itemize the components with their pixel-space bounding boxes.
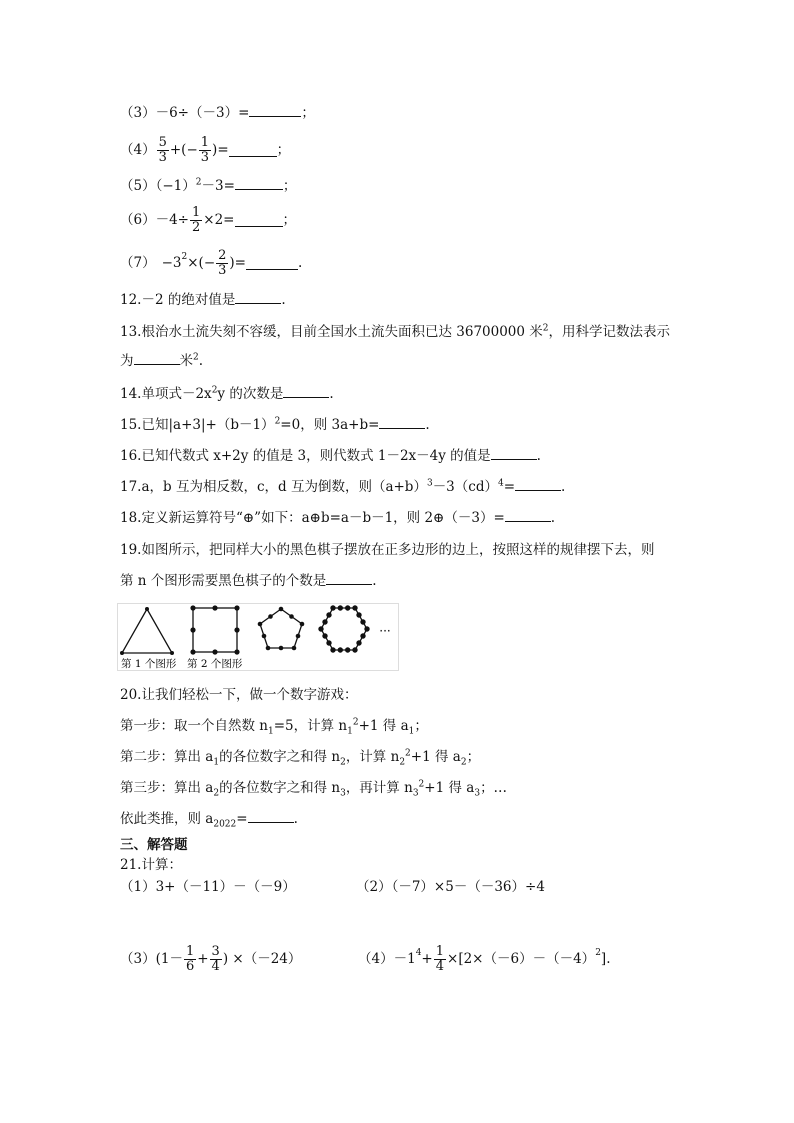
fraction xyxy=(210,945,222,974)
question-text: 为 xyxy=(120,353,134,369)
item-label: （6） xyxy=(120,212,156,228)
question-text: ，用科学记数法表示 xyxy=(548,324,670,340)
numerator: 5 xyxy=(158,134,167,150)
item-label: （3） xyxy=(120,105,156,121)
answer-blank[interactable] xyxy=(134,352,180,365)
item-5 xyxy=(120,177,296,195)
question-20-conclusion xyxy=(120,810,298,828)
denominator: 3 xyxy=(200,149,210,165)
subscript: 1 xyxy=(213,757,220,768)
item-3 xyxy=(120,104,315,122)
numerator: 2 xyxy=(218,247,227,263)
question-text: 第三步：算出 a xyxy=(120,780,214,796)
chess-piece xyxy=(300,622,305,627)
chess-piece xyxy=(279,646,284,651)
answer-blank[interactable] xyxy=(248,810,294,823)
question-17 xyxy=(120,478,565,496)
section-title-text: 三、解答题 xyxy=(120,837,188,853)
answer-blank[interactable] xyxy=(326,572,372,585)
subscript: 1 xyxy=(268,726,274,737)
question-20-step-2 xyxy=(120,748,480,766)
chess-piece xyxy=(120,651,124,655)
subscript: 3 xyxy=(412,788,419,799)
question-text: ×[2×（－6）－（－4） xyxy=(447,951,596,967)
question-text: +1 得 a xyxy=(424,780,475,796)
item-label: （7） xyxy=(120,255,156,271)
question-text: 第二步：算出 a xyxy=(120,749,214,765)
chess-piece xyxy=(234,627,239,632)
polygon-figure xyxy=(117,603,399,671)
section-3-title xyxy=(120,836,188,854)
question-21-part-1 xyxy=(120,878,296,896)
answer-blank[interactable] xyxy=(229,144,277,157)
question-21-part-3 xyxy=(120,942,301,976)
fraction xyxy=(190,206,202,235)
chess-piece xyxy=(338,647,343,652)
question-end: . xyxy=(198,353,204,369)
question-21-part-4: （4）－1 $^4$ + $\frac{1}{4}$ ×[2×（－6）－（－4） $^2$ ]. xyxy=(358,943,611,974)
question-text: （2）（－7）×5－（－36）÷4 xyxy=(356,879,545,895)
question-text: ]. xyxy=(600,951,611,967)
subscript: 2 xyxy=(460,757,467,768)
subscript: 3 xyxy=(340,788,346,799)
question-20-step-1 xyxy=(120,717,428,735)
question-end: . xyxy=(550,510,556,526)
question-text: +1 得 a xyxy=(410,749,461,765)
answer-blank[interactable] xyxy=(235,291,281,304)
chess-piece xyxy=(212,649,217,654)
question-text: 的各位数字之和得 n xyxy=(219,780,341,796)
denominator: 2 xyxy=(192,219,201,235)
question-text: = xyxy=(236,811,248,827)
exponent: 2 xyxy=(274,416,281,427)
subscript: 2022 xyxy=(213,819,237,830)
question-text: （1）3+（－11）－（－9） xyxy=(120,879,296,895)
item-end: . xyxy=(298,255,303,271)
ellipsis: ··· xyxy=(379,624,391,638)
question-end: . xyxy=(536,448,541,464)
numerator: 3 xyxy=(211,943,220,959)
answer-blank[interactable] xyxy=(283,385,329,398)
question-text: 12.－2 的绝对值是 xyxy=(120,292,236,308)
question-text: +1 得 a xyxy=(358,718,409,734)
exponent: 2 xyxy=(195,177,202,188)
answer-blank[interactable] xyxy=(515,478,561,491)
question-text: y 的次数是 xyxy=(217,386,284,402)
numerator: 1 xyxy=(185,943,195,959)
chess-piece xyxy=(326,640,331,645)
chess-piece xyxy=(356,612,361,617)
item-expression: )= xyxy=(212,142,229,158)
question-end: . xyxy=(372,573,377,589)
figure-caption-1: 第 1 个图形 xyxy=(121,658,177,670)
subscript: 2 xyxy=(340,757,346,768)
chess-piece xyxy=(326,612,331,617)
exponent: 2 xyxy=(418,779,425,790)
item-expression: （−1） xyxy=(155,178,196,194)
question-12 xyxy=(120,291,286,309)
item-expression: ×(− xyxy=(187,255,216,271)
numerator: 1 xyxy=(435,943,445,959)
question-text: 15.已知|a+3|+（b－1） xyxy=(120,417,275,433)
fraction xyxy=(157,136,169,165)
item-label: （5） xyxy=(120,178,156,194)
question-end: . xyxy=(293,811,298,827)
item-expression: －6÷（－3）= xyxy=(155,105,250,121)
question-14 xyxy=(120,385,334,403)
chess-piece xyxy=(234,649,239,654)
answer-blank[interactable] xyxy=(235,177,283,190)
question-19 xyxy=(120,541,654,559)
question-text: 第一步：取一个自然数 n xyxy=(120,718,268,734)
chess-piece xyxy=(258,622,263,627)
question-text: （4）－1 xyxy=(358,951,416,967)
exponent: 2 xyxy=(352,717,359,728)
item-7: （7） −3 $^2$ ×(− $\frac{2}{3}$ )= . xyxy=(120,247,303,278)
chess-piece xyxy=(212,605,217,610)
exponent: 4 xyxy=(497,478,504,489)
item-end: ； xyxy=(301,105,315,121)
chess-piece xyxy=(190,649,195,654)
fraction xyxy=(434,945,446,974)
question-text: 的各位数字之和得 n xyxy=(219,749,341,765)
chess-piece xyxy=(190,627,195,632)
item-end: ； xyxy=(276,142,291,158)
denominator: 4 xyxy=(211,958,220,974)
exponent: 2 xyxy=(405,748,411,759)
fraction xyxy=(199,136,211,165)
pentagon-shape xyxy=(260,609,302,648)
exponent: 2 xyxy=(542,323,549,334)
subscript: 2 xyxy=(213,788,220,799)
item-end: ； xyxy=(282,178,297,194)
item-expression: －3= xyxy=(201,178,235,194)
question-text: 21.计算： xyxy=(120,857,182,873)
answer-blank[interactable] xyxy=(249,104,301,117)
chess-piece xyxy=(190,605,195,610)
fraction xyxy=(184,945,196,974)
question-13 xyxy=(120,323,670,341)
question-13-cont xyxy=(120,352,203,370)
item-end: ； xyxy=(282,212,296,228)
question-16 xyxy=(120,447,541,465)
chess-piece xyxy=(170,651,174,655)
question-text: = xyxy=(503,479,516,495)
chess-piece xyxy=(322,619,327,624)
question-text: ；… xyxy=(480,780,508,796)
chess-piece xyxy=(268,614,273,619)
question-end: . xyxy=(329,386,334,402)
question-text: 18.定义新运算符号“⊕”如下：a⊕b=a－b－1，则 2⊕（－3）= xyxy=(120,510,505,526)
numerator: 1 xyxy=(192,204,201,220)
question-text: =5，计算 n xyxy=(273,718,348,734)
exponent: 2 xyxy=(211,385,218,396)
question-text: 16.已知代数式 x+2y 的值是 3，则代数式 1－2x－4y 的值是 xyxy=(120,448,491,464)
denominator: 6 xyxy=(185,958,195,974)
triangle-shape xyxy=(122,609,172,653)
chess-piece xyxy=(360,633,365,638)
chess-piece xyxy=(318,626,323,631)
question-text: 依此类推，则 a xyxy=(120,811,214,827)
chess-piece xyxy=(145,607,149,611)
answer-blank[interactable] xyxy=(235,214,283,227)
question-15 xyxy=(120,416,430,434)
question-19-cont xyxy=(120,572,377,590)
chess-piece xyxy=(356,640,361,645)
chess-piece xyxy=(234,605,239,610)
subscript: 2 xyxy=(399,757,406,768)
chess-piece xyxy=(338,605,343,610)
item-6 xyxy=(120,204,296,236)
chess-piece xyxy=(364,626,369,631)
question-end: . xyxy=(561,479,566,495)
subscript: 1 xyxy=(408,726,415,737)
denominator: 3 xyxy=(218,262,227,278)
question-text: 13.根治水土流失刻不容缓，目前全国水土流失面积已达 36700000 米 xyxy=(120,324,543,340)
question-text: 19.如图所示，把同样大小的黑色棋子摆放在正多边形的边上，按照这样的规律摆下去，则 xyxy=(120,542,655,558)
question-text: －3（cd） xyxy=(432,479,498,495)
question-text: 米 xyxy=(179,353,193,369)
chess-piece xyxy=(352,605,357,610)
answer-blank[interactable] xyxy=(505,509,551,522)
question-text: 17.a，b 互为相反数，c，d 互为倒数，则（a+b） xyxy=(120,479,427,495)
question-text: 20.让我们轻松一下，做一个数字游戏： xyxy=(120,687,358,703)
chess-piece xyxy=(330,647,335,652)
question-text: 第 n 个图形需要黑色棋子的个数是 xyxy=(120,573,327,589)
question-20-step-3 xyxy=(120,779,507,797)
question-21-title xyxy=(120,856,182,874)
polygon-figure-svg xyxy=(117,603,399,671)
denominator: 3 xyxy=(158,149,167,165)
question-text: 14.单项式－2x xyxy=(120,386,212,402)
item-expression: －4÷ xyxy=(155,212,189,228)
question-21-part-2 xyxy=(356,878,545,896)
question-text: + xyxy=(421,951,433,967)
question-18 xyxy=(120,509,555,527)
denominator: 4 xyxy=(435,958,445,974)
question-text: ； xyxy=(466,749,481,765)
exponent: 2 xyxy=(193,352,199,363)
question-end: . xyxy=(281,292,286,308)
item-4 xyxy=(120,134,290,166)
question-text: ，计算 n xyxy=(345,749,400,765)
item-expression: −3 xyxy=(161,255,182,271)
answer-blank[interactable] xyxy=(379,416,425,429)
exponent: 3 xyxy=(426,478,433,489)
chess-piece xyxy=(292,646,297,651)
figure-caption-2: 第 2 个图形 xyxy=(187,658,243,670)
fraction xyxy=(216,249,228,278)
chess-piece xyxy=(262,634,267,639)
pentagon-pieces xyxy=(258,607,305,651)
hexagon-pieces xyxy=(318,605,369,652)
question-end: . xyxy=(425,417,430,433)
chess-piece xyxy=(360,619,365,624)
square-shape xyxy=(193,608,237,652)
chess-piece xyxy=(345,647,350,652)
chess-piece xyxy=(296,634,301,639)
chess-piece xyxy=(330,605,335,610)
question-text: + xyxy=(197,951,209,967)
chess-piece xyxy=(322,633,327,638)
question-text: （3）(1－ xyxy=(120,951,183,967)
answer-blank[interactable] xyxy=(246,257,298,270)
item-label: （4） xyxy=(120,142,156,158)
question-20 xyxy=(120,686,357,704)
chess-piece xyxy=(266,646,271,651)
item-expression: +(− xyxy=(169,142,198,158)
chess-piece xyxy=(345,605,350,610)
item-expression: ×2= xyxy=(203,212,235,228)
item-expression: )= xyxy=(229,255,246,271)
chess-piece xyxy=(279,607,284,612)
subscript: 1 xyxy=(347,726,353,737)
chess-piece xyxy=(289,614,294,619)
question-text: ； xyxy=(414,718,428,734)
question-text: ，再计算 n xyxy=(345,780,413,796)
numerator: 1 xyxy=(200,134,210,150)
answer-blank[interactable] xyxy=(491,447,537,460)
question-text: ) ×（－24） xyxy=(222,951,302,967)
subscript: 3 xyxy=(474,788,481,799)
question-text: =0，则 3a+b= xyxy=(280,417,380,433)
chess-piece xyxy=(352,647,357,652)
